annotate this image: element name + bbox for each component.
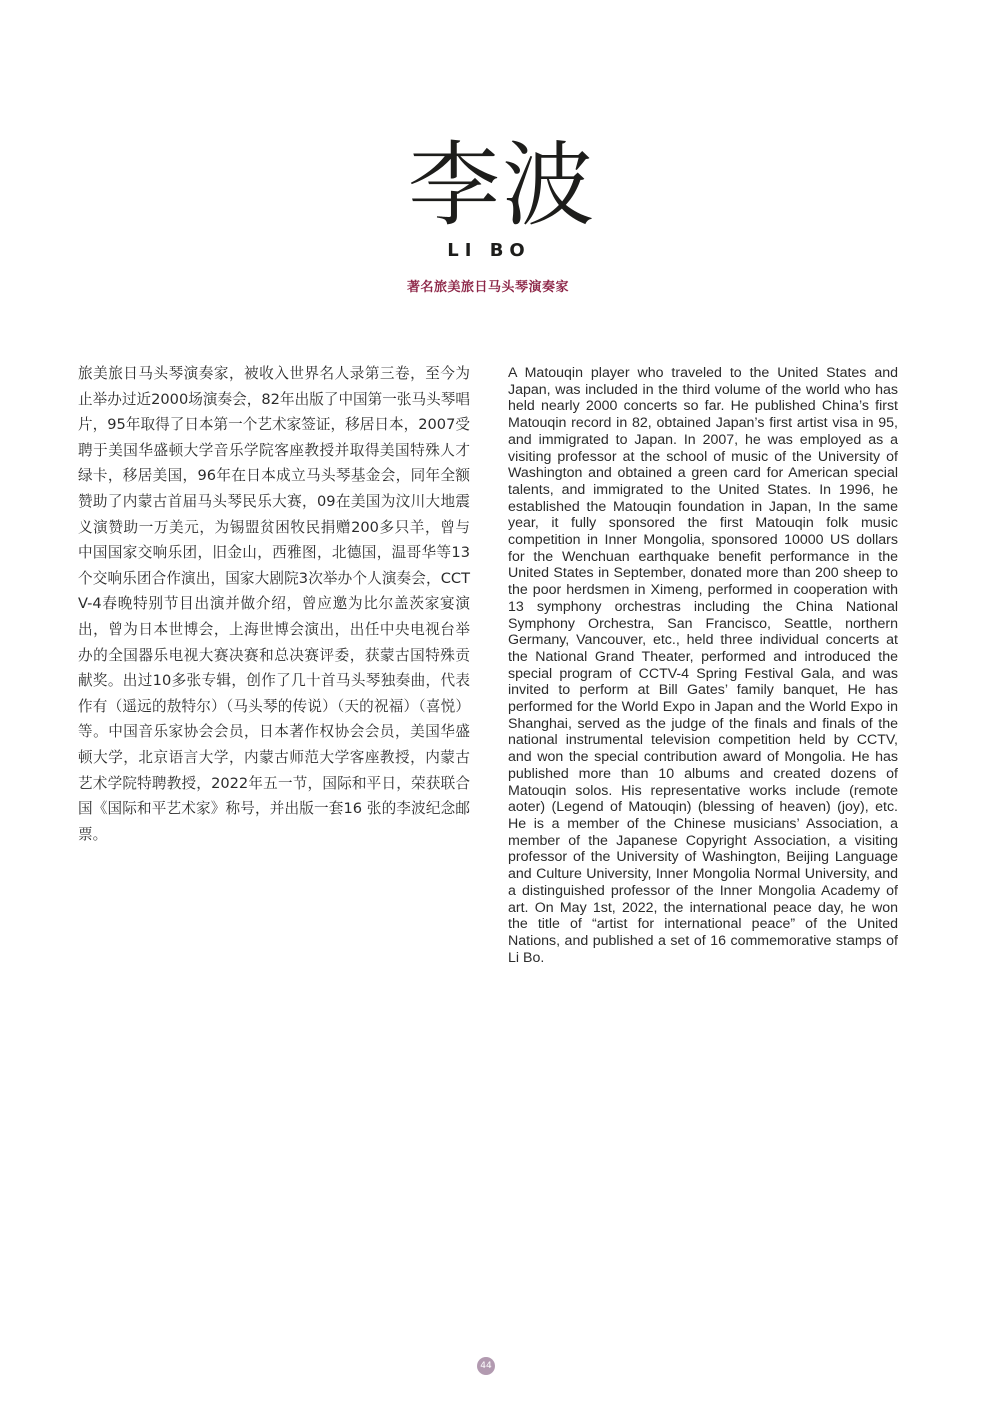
biography-chinese: 旅美旅日马头琴演奏家，被收入世界名人录第三卷，至今为止举办过近2000场演奏会，82年出版了中国第一张马头琴唱片，95年取得了日本第一个艺术家签证，移居日本，2007受聘于美国华盛顿大学音乐学院客座教授并取得美国特殊人才绿卡，移居美国，96年在日本成立马头琴基金会，同年全额赞助了内蒙古首届马头琴民乐大赛，09在美国为汶川大地震义演赞助一万美元，为锡盟贫困牧民捐赠200多只羊，曾与中国国家交响乐团，旧金山，西雅图，北德国，温哥华等13个交响乐团合作演出，国家大剧院3次举办个人演奏会，CCTV-4春晚特别节目出演并做介绍，曾应邀为比尔盖茨家宴演出，曾为日本世博会，上海世博会演出，出任中央电视台举办的全国器乐电视大赛决赛和总决赛评委，获蒙古国特殊贡献奖。出过10多张专辑，创作了几十首马头琴独奏曲，代表作有（遥远的敖特尔）（马头琴的传说）（天的祝福）（喜悦）等。中国音乐家协会会员，日本著作权协会会员，美国华盛顿大学，北京语言大学，内蒙古师范大学客座教授，内蒙古艺术学院特聘教授，2022年五一节，国际和平日，荣获联合国《国际和平艺术家》称号，并出版一套16 张的李波纪念邮票。 [78, 365, 470, 843]
page-number-badge: 44 [477, 1357, 495, 1375]
subtitle: 著名旅美旅日马头琴演奏家 [406, 280, 569, 295]
page-title-english: LI BO [447, 240, 531, 261]
biography-english: A Matouqin player who traveled to the United States and Japan, was included in the third volume of the world who has held nearly 2000 concerts so far. He published China’s first Matouqin record in 82, obtained Japan’s first artist visa in 95, and immigrated to Japan. In 2007, he was employed as a visiting professor at the school of music of the University of Washington and obtained a green card for American special talents, and immigrated to the United States. In 1996, he established the Matouqin foundation in Japan, In the same year, it fully sponsored the first Matouqin folk music competition in Inner Mongolia, sponsored 10000 US dollars for the Wenchuan earthquake benefit performance in the United States in September, donated more than 200 sheep to the poor herdsmen in Ximeng, performed in cooperation with 13 symphony orchestras including the China National Symphony Orchestra, San Francisco, Seattle, northern Germany, Vancouver, etc., held three individual concerts at the National Grand Theater, performed and introduced the special program of CCTV-4 Spring Festival Gala, and was invited to perform at Bill Gates’ family banquet, He has performed for the World Expo in Japan and the World Expo in Shanghai, served as the judge of the finals and finals of the national instrumental television competition held by CCTV, and won the special contribution award of Mongolia. He has published more than 10 albums and created dozens of Matouqin solos. His representative works include (remote aoter) (Legend of Matouqin) (blessing of heaven) (joy), etc. He is a member of the Chinese musicians’ Association, a member of the Japanese Copyright Association, a visiting professor of the University of Washington, Beijing Language and Culture University, Inner Mongolia Normal University, and a distinguished professor of the Inner Mongolia Academy of art. On May 1st, 2022, the international peace day, he won the title of “artist for international peace” of the United Nations, and published a set of 16 commemorative stamps of Li Bo. [508, 365, 898, 966]
page-title-chinese: 李波 [407, 132, 596, 239]
